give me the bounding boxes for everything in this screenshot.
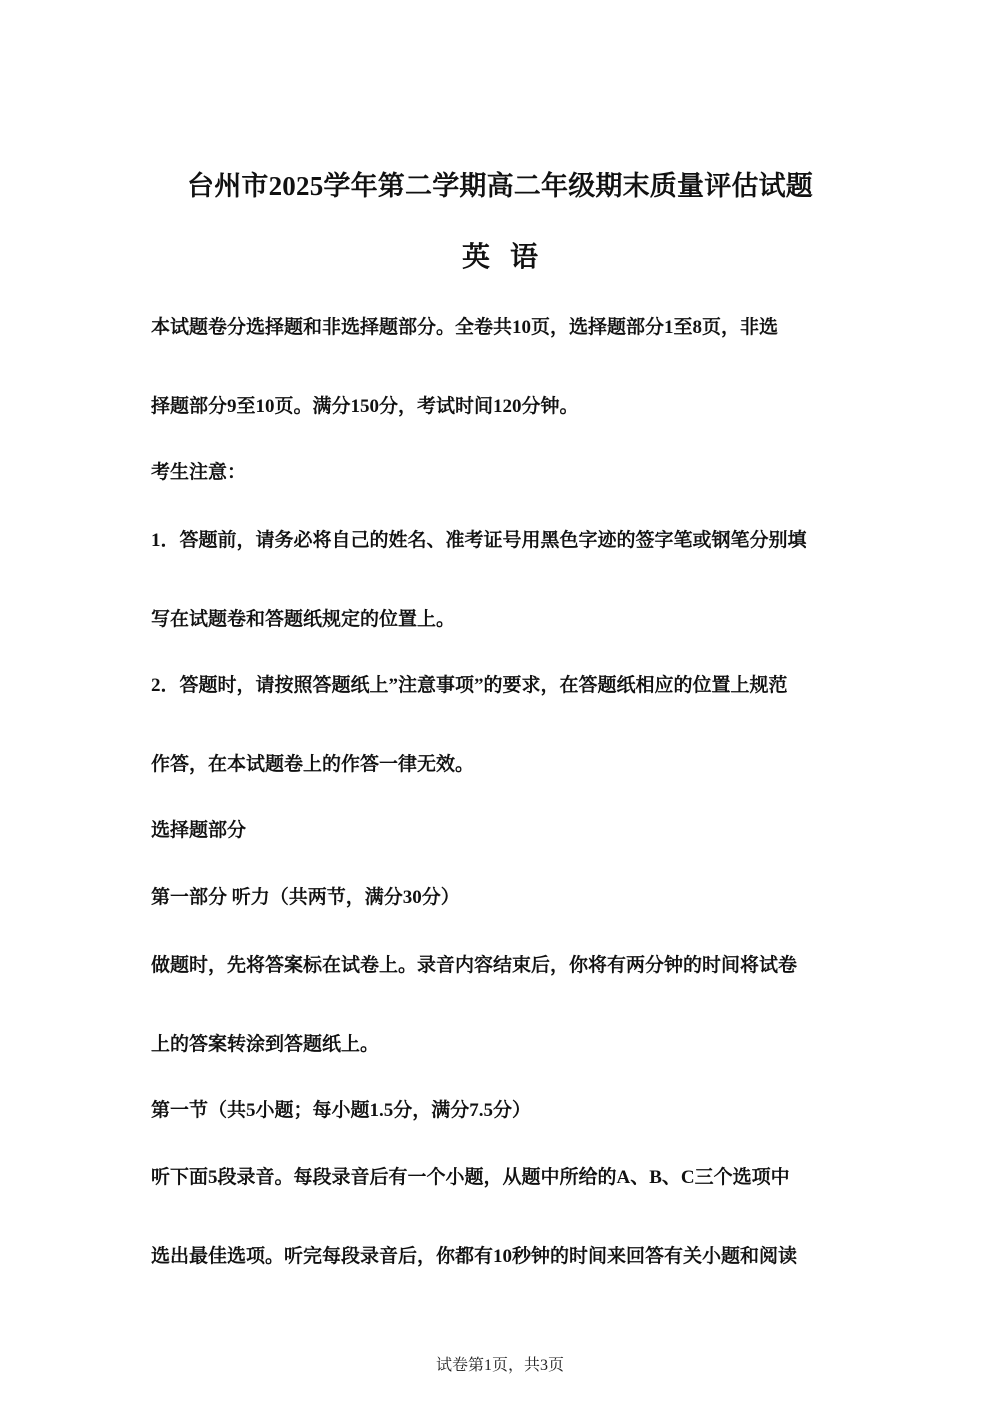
subject-title: 英语 bbox=[461, 242, 558, 273]
part-one-instruction-line-1: 做题时，先将答案标在试卷上。录音内容结束后，你将有两分钟的时间将试卷 bbox=[151, 955, 798, 976]
notice-heading: 考生注意： bbox=[151, 462, 247, 483]
part-one-instruction-line-2: 上的答案转涂到答题纸上。 bbox=[151, 1034, 380, 1055]
section-one-instruction-line-1: 听下面5段录音。每段录音后有一个小题，从题中所给的A、B、C三个选项中 bbox=[151, 1167, 790, 1188]
section-one-instruction-line-2: 选出最佳选项。听完每段录音后，你都有10秒钟的时间来回答有关小题和阅读 bbox=[151, 1246, 798, 1267]
intro-line-2: 择题部分9至10页。满分150分，考试时间120分钟。 bbox=[151, 396, 579, 417]
section-heading: 选择题部分 bbox=[151, 820, 247, 841]
notice-item-2-line-1: 2．答题时，请按照答题纸上”注意事项”的要求，在答题纸相应的位置上规范 bbox=[151, 675, 788, 696]
part-one-heading: 第一部分 听力（共两节，满分30分） bbox=[151, 887, 460, 908]
section-one-heading: 第一节（共5小题；每小题1.5分，满分7.5分） bbox=[151, 1100, 532, 1121]
notice-item-1-line-2: 写在试题卷和答题纸规定的位置上。 bbox=[151, 609, 456, 630]
exam-title: 台州市2025学年第二学期高二年级期末质量评估试题 bbox=[187, 171, 813, 201]
intro-line-1: 本试题卷分选择题和非选择题部分。全卷共10页，选择题部分1至8页，非选 bbox=[151, 317, 779, 338]
notice-item-2-line-2: 作答，在本试题卷上的作答一律无效。 bbox=[151, 754, 475, 775]
page-footer: 试卷第1页，共3页 bbox=[435, 1357, 564, 1374]
notice-item-1-line-1: 1．答题前，请务必将自己的姓名、准考证号用黑色字迹的签字笔或钢笔分别填 bbox=[151, 530, 807, 551]
